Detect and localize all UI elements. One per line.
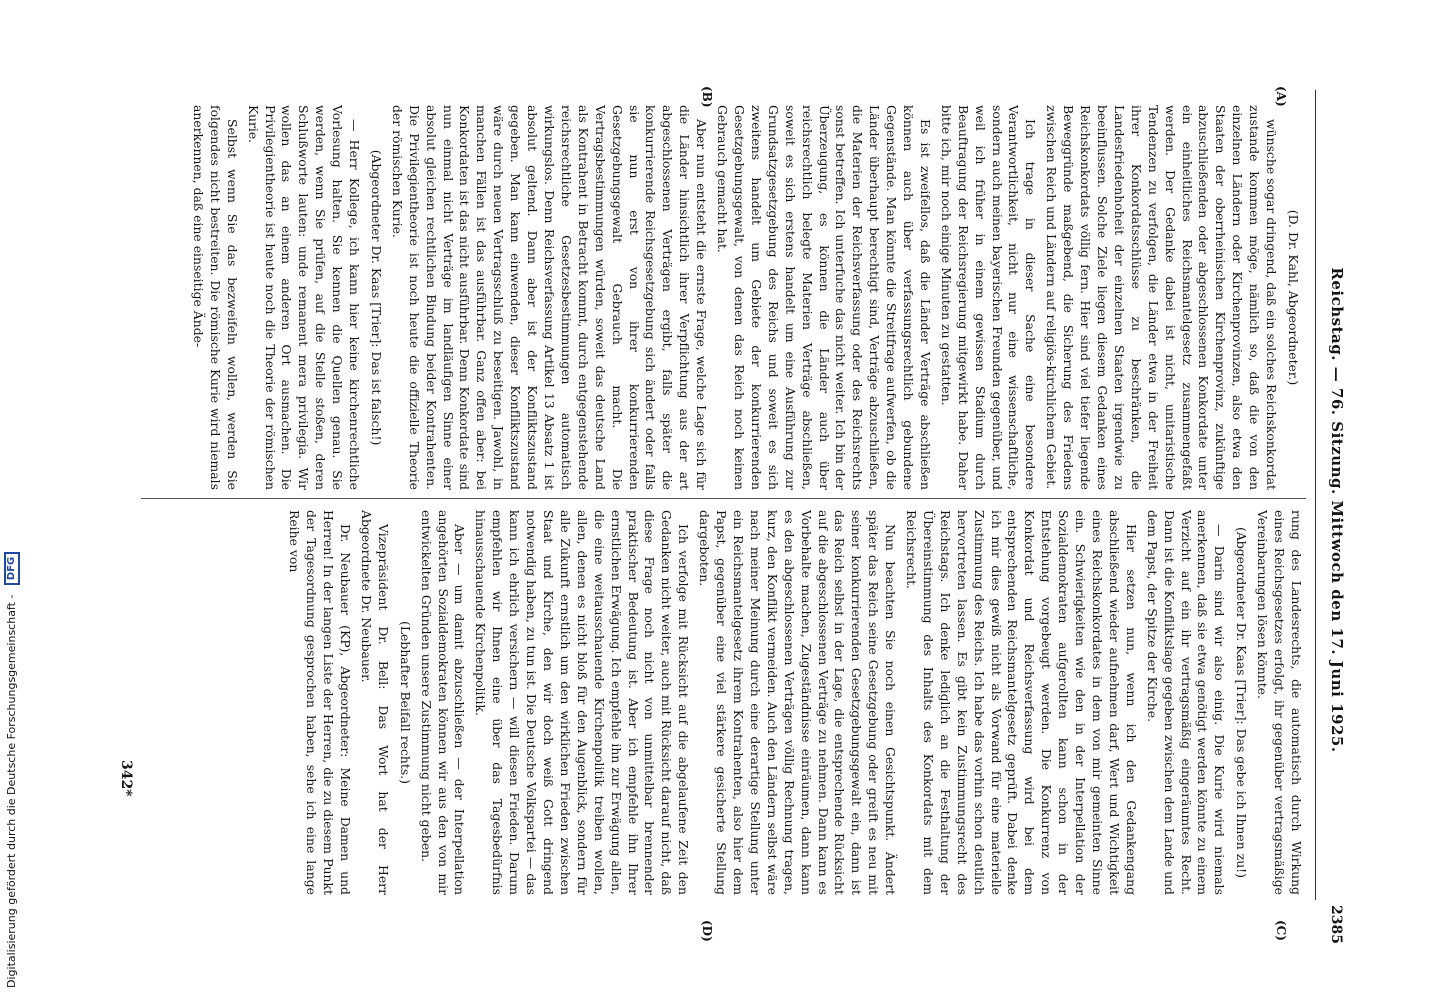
margin-marker-b: (B) [700, 86, 714, 108]
paragraph: Dr. Neubauer (KP), Abgeordneter: Meine Damen und Herren! In der langen Liste der Herren, die zu diesem Punkt der Tagesordnung gesprochen haben, sehe ich eine lange Reihe von [287, 510, 354, 895]
header-rule [1315, 90, 1316, 900]
paragraph: Ich trage in dieser Sache eine besondere Verantwortlichkeit, nicht nur eine wissenschaftliche, sondern auch meinen bayerischen Freunden gegenüber, und weil ich früher in einem gewissen Stadium durch Beauftragung der Reichsregierung mitgewirkt habe. Daher bitte ich, mir noch einige Minuten zu gestatten. [938, 105, 1039, 490]
paragraph: wünsche sogar dringend, daß ein solches Reichskonkordat zustande kommen möge, nämlich so, daß die von den einzelnen Ländern oder Kirchenprovinzen, also etwa den Staaten der oberrheinischen Kirchenprovinz, zukünftige abzuschließenden oder abgeschlossenen Konkordate unter ein einheitliches Reichsmantelgesetz zusammengefaßt werden. Der Gedanke dabei ist nicht, unitaristische Tendenzen zu verfolgen, die Länder etwa in der Freiheit ihrer Konkordatsschlüsse zu beschränken, die Landesfriedenhoheit der einzelnen Staaten irgendwie zu beeinflussen. Solche Ziele liegen diesem Gedanken eines Reichskonkordats völlig fern. Hier sind viel tiefer liegende Beweggründe maßgebend, die Sicherung des Friedens zwischen Reich und Ländern auf religiös-kirchlichem Gebiet. [1044, 105, 1280, 490]
paragraph: Hier setzen nun, wenn ich den Gedankengang abschließend wieder aufnehmen darf, Wert und Wichtigkeit eines Reichskonkordates in dem von mir gemeinten Sinne ein. Schwierigkeiten wie den in der Interpellation der Sozialdemokraten aufgerollten kann schon in der Entstehung vorgebeugt werden. Die Konkurrenz von Konkordat und Reichsverfassung wird bei dem entsprechenden Reichsmantelgesetz geprüft. Dabei denke ich mir dies gewiß nicht als Vorwand für eine materielle Zustimmung des Reichs. Ich habe das vorhin schon deutlich hervortreten lassen. Es gibt kein Zustimmungsrecht des Reichstags. Ich denke lediglich an die Festhaltung der Übereinstimmung des Inhalts des Konkordats mit dem Reichsrecht. [904, 510, 1139, 895]
paragraph: Es ist zweifellos, daß die Länder Verträge abschließen können auch über verfassungsrechtlich gebundene Gegenstände. Man könnte die Streitfrage aufwerfen, ob die Länder überhaupt berechtigt sind, Verträge abzuschließen, die Materien der Reichsverfassung oder des Reichsrechts sonst betreffen. Ich unterfuche das nicht weiter. Ich bin der Überzeugung, es können die Länder auch über reichsrechtlich belegte Materien Verträge abschließen, soweit es sich erstens handelt um eine Ausführung zur Grundsatzgesetzgebung des Reichs und soweit es sich zweitens handelt um Gebiete der konkurrierenden Gesetzgebungsgewalt, von denen das Reich noch keinen Gebrauch gemacht hat. [715, 105, 933, 490]
paragraph: Selbst wenn Sie das bezweifeln wollen, werden Sie folgendes nicht bestreiten. Die römische Kurie wird niemals anerkennen, daß eine einseitige Ände- [190, 105, 240, 490]
paragraph: — Herr Kollege, ich kann hier keine kirchenrechtliche Vorlesung halten. Sie kennen die Quellen genau. Sie werden, wenn Sie prüfen, auf die Stelle stoßen, deren Schlußworte lauten: unde remanent mera privilegia. Wir wollen das an einem anderen Ort ausmachen. Die Privilegientheorie ist heute noch die Theorie der römischen Kurie. [245, 105, 363, 490]
funding-note [0, 0, 24, 1000]
paragraph: Aber nun entsteht die ernste Frage, welche Lage sich für die Länder hinsichtlich ihrer Verpflichtung aus der art abgeschlossenen Verträgen ergibt, falls später die konkurrierende Reichsgesetzgebung sich ändert oder falls sie nun erst von ihrer konkurrierenden Gesetzgebungsgewalt Gebrauch macht. Die Vertragsbestimmungen würden, soweit das deutsche Land als Kontrahent in Betracht kommt, durch entgegenstehende reichsrechtliche Gesetzesbestimmungen automatisch wirkungslos. Denn Reichsverfassung Artikel 13 Absatz 1 ist absolut geltend. Dann aber ist der Konfliktszustand gegeben. Man kann einwenden, dieser Konfliktszustand wäre durch neuen Vertragsschluß zu beseitigen. Jawohl, in manchen Fällen ist das ausführbar. Ganz offen aber: bei Konkordaten ist das nicht ausführbar. Denn Konkordate sind nun einmal nicht Verträge im landläufigen Sinne einer absolut gleichen rechtlichen Bindung beider Kontrahenten. Die Privilegientheorie ist noch heute die offizielle Theorie der römischen Kurie. [389, 105, 710, 490]
paragraph: (Abgeordneter Dr. Kaas [Trier]: Das gebe ich Ihnen zu!) [1234, 526, 1250, 878]
running-header: Reichstag. — 76. Sitzung. Mittwoch den 17. Juni 1925. [1328, 267, 1346, 753]
text-column-right [144, 510, 1304, 895]
margin-marker-d: (D) [700, 920, 714, 942]
speaker-heading: (D. Dr. Kahl, Abgeordneter.) [1286, 209, 1301, 386]
dfg-logo: DFG [4, 552, 20, 585]
signature-mark: 342* [118, 760, 134, 797]
paragraph: Aber — um damit abzuschließen — der Interpellation angehörten Sozialdemokraten können wir aus den von mir entwickelten Gründen unsere Zustimmung nicht geben. [418, 510, 468, 895]
funding-sidebar [0, 0, 24, 1000]
funding-text: Digitalisierung gefördert durch die Deutsche Forschungsgemeinschaft - [5, 594, 18, 988]
column-divider [141, 498, 1306, 499]
paragraph: Nun beachten Sie noch einen Gesichtspunkt. Ändert später das Reich seine Gesetzgebung oder greift es neu mit seiner konkurrierenden Gesetzgebungsgewalt ein, dann ist das Reich selbst in der Lage, die entsprechende Rücksicht auf die abgeschlossenen Verträge zu nehmen. Dann kann es Vorbehalte machen, Zugeständnisse einräumen, dann kann es den abgeschlossenen Verträgen völlig Rechnung tragen, kurz, den Konflikt vermeiden. Auch den Ländern selbst wäre nach meiner Meinung durch eine derartige Stellung unter ein Reichsmantelgesetz ihrem Kontrahenten, also hier dem Papst, gegenüber eine viel stärkere gesicherte Stellung dargeboten. [697, 510, 899, 895]
paragraph: — Darin sind wir also einig. Die Kurie wird niemals anerkennen, daß sie etwa genötigt werden könnte zu einem Verzicht auf ein ihr vertragsmäßig eingeräumtes Recht. Dann ist die Konfliktslage gegeben zwischen dem Lande und dem Papst, der Spitze der Kirche. [1144, 510, 1228, 895]
paragraph: (Abgeordneter Dr. Kaas [Trier]: Das ist falsch!) [368, 149, 384, 446]
text-column-left [144, 105, 1304, 490]
paragraph: Ich verfolge mit Rücksicht auf die abgelaufene Zeit den Gedanken nicht weiter, auch mit Rücksicht darauf nicht, daß diese Frage noch nicht von unmittelbar brennender praktischer Bedeutung ist. Aber ich empfehle ihn Ihrer ernstlichen Erwägung. Ich empfehle ihn zur Erwägung allen, die eine weitausschauende Kirchenpolitik treiben wollen, allen, denen es nicht bloß für den Augenblick, sondern für alle Zukunft ernstlich um den wirklichen Frieden zwischen Staat und Kirche, den wir doch weiß Gott dringend notwendig haben, zu tun ist. Die Deutsche Volkspartei — das kann ich ehrlich versichern — will diesen Frieden. Darum empfehlen wir Ihnen eine über das Tagesbedürfnis hinausschauende Kirchenpolitik. [473, 510, 692, 895]
paragraph: Vizepräsident Dr. Bell: Das Wort hat der Herr Abgeordnete Dr. Neubauer. [358, 510, 391, 895]
paragraph: rung des Landesrechts, die automatisch durch Wirkung eines Reichsgesetzes erfolgt, ihr gegenüber vertragsmäßige Vereinbarungen lösen könnte. [1255, 510, 1304, 895]
left-paragraphs [189, 105, 1279, 490]
page-number: 2385 [1328, 905, 1344, 944]
margin-marker-c: (C) [1274, 920, 1288, 941]
paragraph: (Lebhafter Beifall rechts.) [397, 621, 413, 784]
right-paragraphs [285, 510, 1304, 895]
margin-marker-a: (A) [1274, 86, 1288, 107]
